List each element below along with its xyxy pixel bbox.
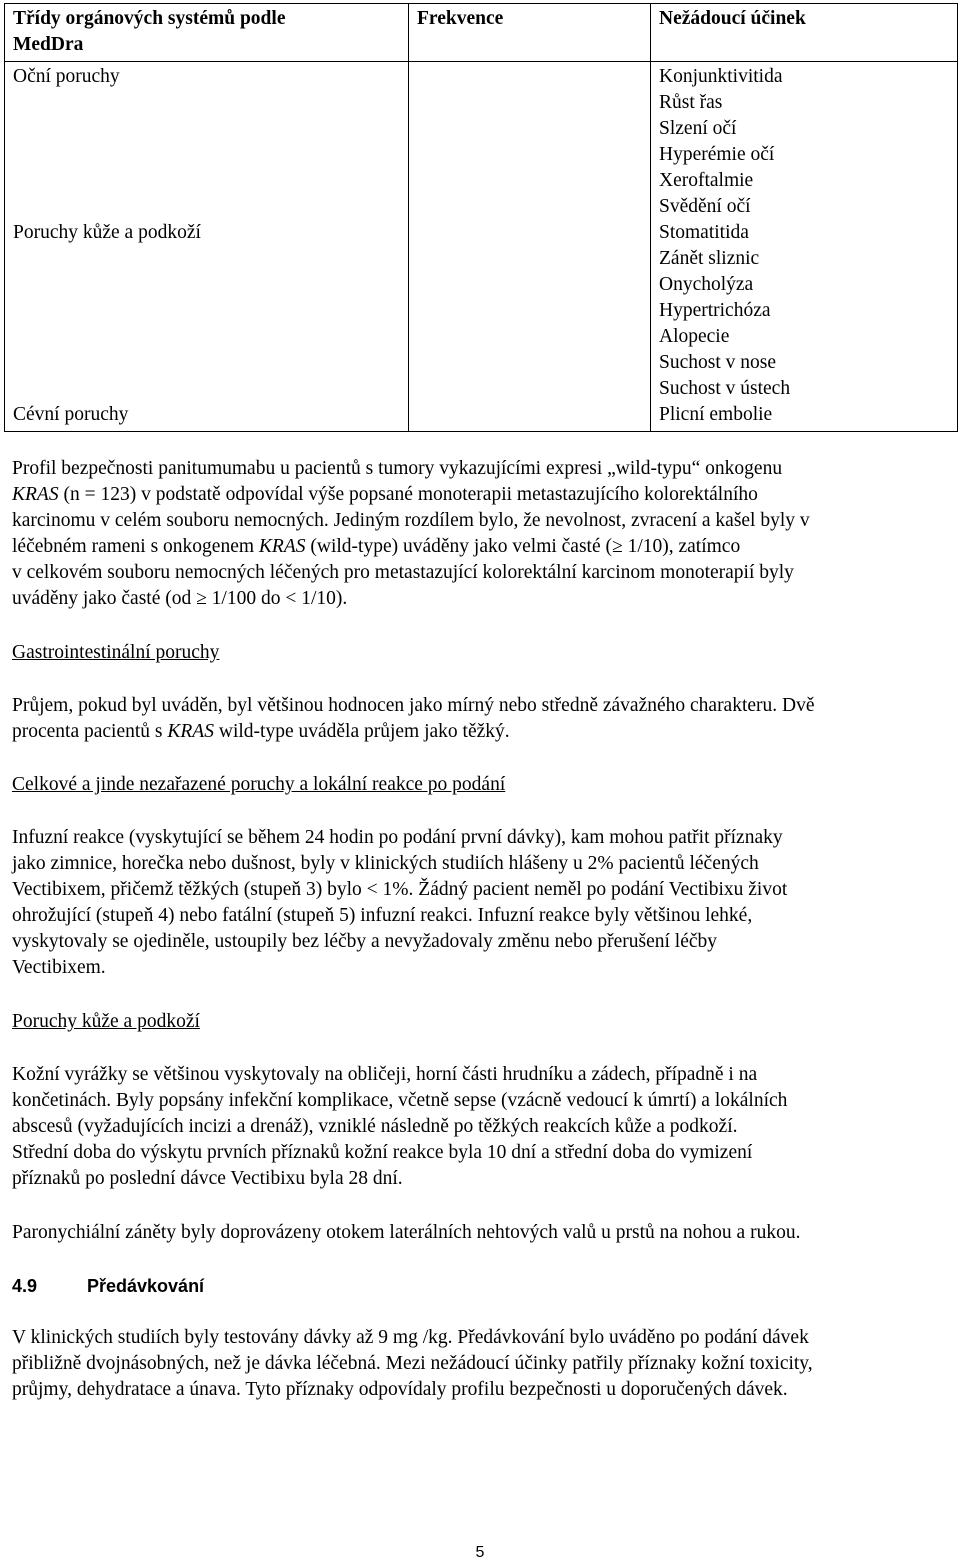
list-item: Suchost v nose bbox=[659, 352, 776, 373]
adverse-effects-cell bbox=[651, 62, 958, 432]
section-title: Předávkování bbox=[87, 1276, 205, 1296]
paragraph-overdose: V klinických studiích byly testovány dávky až 9 mg /kg. Předávkování bylo uváděno po podání dávek přibližně dvojnásobných, než je dávka léčebná. Mezi nežádoucí účinky patřily příznaky kožní toxicity, průjmy, dehydratace a únava. Tyto příznaky odpovídaly profilu bezpečnosti u doporučených dávek. bbox=[12, 1327, 813, 1400]
page-number: 5 bbox=[475, 1544, 485, 1561]
list-item: Slzení očí bbox=[659, 118, 737, 139]
system-eye-disorders: Oční poruchy bbox=[13, 66, 120, 87]
heading-gastrointestinal: Gastrointestinální poruchy bbox=[12, 642, 220, 663]
header-frequency: Frekvence bbox=[409, 4, 651, 62]
paragraph-kras-safety: Profil bezpečnosti panitumumabu u pacientů s tumory vykazujícími expresi „wild-typu“ onkogenu KRAS (n = 123) v podstatě odpovídal výše popsané monoterapii metastazujícího kolorektálního karcinomu v celém souboru nemocných. Jediným rozdílem bylo, že nevolnost, zvracení a kašel byly v léčebném rameni s onkogenem KRAS (wild-type) uváděny jako velmi časté (≥ 1/10), zatímco v celkovém souboru nemocných léčených pro metastazující kolorektální karcinom monoterapií byly uváděny jako časté (od ≥ 1/100 do < 1/10). bbox=[12, 458, 810, 609]
list-item: Zánět sliznic bbox=[659, 248, 760, 269]
heading-general-disorders: Celkové a jinde nezařazené poruchy a lokální reakce po podání bbox=[12, 774, 506, 795]
list-item: Konjunktivitida bbox=[659, 66, 783, 87]
paragraph-gastrointestinal: Průjem, pokud byl uváděn, byl většinou hodnocen jako mírný nebo středně závažného charakteru. Dvě procenta pacientů s KRAS wild-type uváděla průjem jako těžký. bbox=[12, 695, 815, 742]
list-item: Plicní embolie bbox=[659, 404, 773, 425]
table-header-row bbox=[5, 4, 958, 62]
list-item: Onycholýza bbox=[659, 274, 754, 295]
list-item: Alopecie bbox=[659, 326, 730, 347]
paragraph-infusion-reactions: Infuzní reakce (vyskytující se během 24 hodin po podání první dávky), kam mohou patřit příznaky jako zimnice, horečka nebo dušnost, byly v klinických studiích hlášeny u 2% pacientů léčených Vectibixem, přičemž těžkých (stupeň 3) bylo < 1%. Žádný pacient neměl po podání Vectibixu život ohrožující (stupeň 4) nebo fatální (stupeň 5) infuzní reakci. Infuzní reakce byly většinou lehké, vyskytovaly se ojediněle, ustoupily bez léčby a nevyžadovaly změnu nebo přerušení léčby Vectibixem. bbox=[12, 827, 788, 978]
paragraph-skin-reactions: Kožní vyrážky se většinou vyskytovaly na obličeji, horní části hrudníku a zádech, případně i na končetinách. Byly popsány infekční komplikace, včetně sepse (vzácně vedoucí k úmrtí) a lokálních abscesů (vyžadujících incizi a drenáž), vzniklé následně po těžkých reakcích kůže a podkoží. Střední doba do výskytu prvních příznaků kožní reakce byla 10 dní a střední doba do vymizení příznaků po poslední dávce Vectibixu byla 28 dní. bbox=[12, 1064, 788, 1189]
section-heading-overdose bbox=[12, 1273, 956, 1299]
paragraph-paronychia: Paronychiální záněty byly doprovázeny otokem laterálních nehtových valů u prstů na nohou a rukou. bbox=[12, 1222, 801, 1243]
system-skin-disorders: Poruchy kůže a podkoží bbox=[13, 222, 201, 243]
system-vascular-disorders: Cévní poruchy bbox=[13, 404, 129, 425]
list-item: Xeroftalmie bbox=[659, 170, 754, 191]
list-item: Suchost v ústech bbox=[659, 378, 791, 399]
system-organ-class-cell bbox=[5, 62, 409, 432]
list-item: Hyperémie očí bbox=[659, 144, 775, 165]
frequency-cell bbox=[409, 62, 651, 432]
adverse-effects-table bbox=[4, 3, 958, 432]
header-system-organ-class: Třídy orgánových systémů podle MedDra bbox=[5, 4, 409, 62]
list-item: Svědění očí bbox=[659, 196, 751, 217]
header-adverse-effect: Nežádoucí účinek bbox=[651, 4, 958, 62]
list-item: Hypertrichóza bbox=[659, 300, 771, 321]
list-item: Stomatitida bbox=[659, 222, 749, 243]
section-number: 4.9 bbox=[12, 1276, 38, 1296]
table-row bbox=[5, 62, 958, 432]
list-item: Růst řas bbox=[659, 92, 723, 113]
heading-skin-disorders: Poruchy kůže a podkoží bbox=[12, 1011, 200, 1032]
